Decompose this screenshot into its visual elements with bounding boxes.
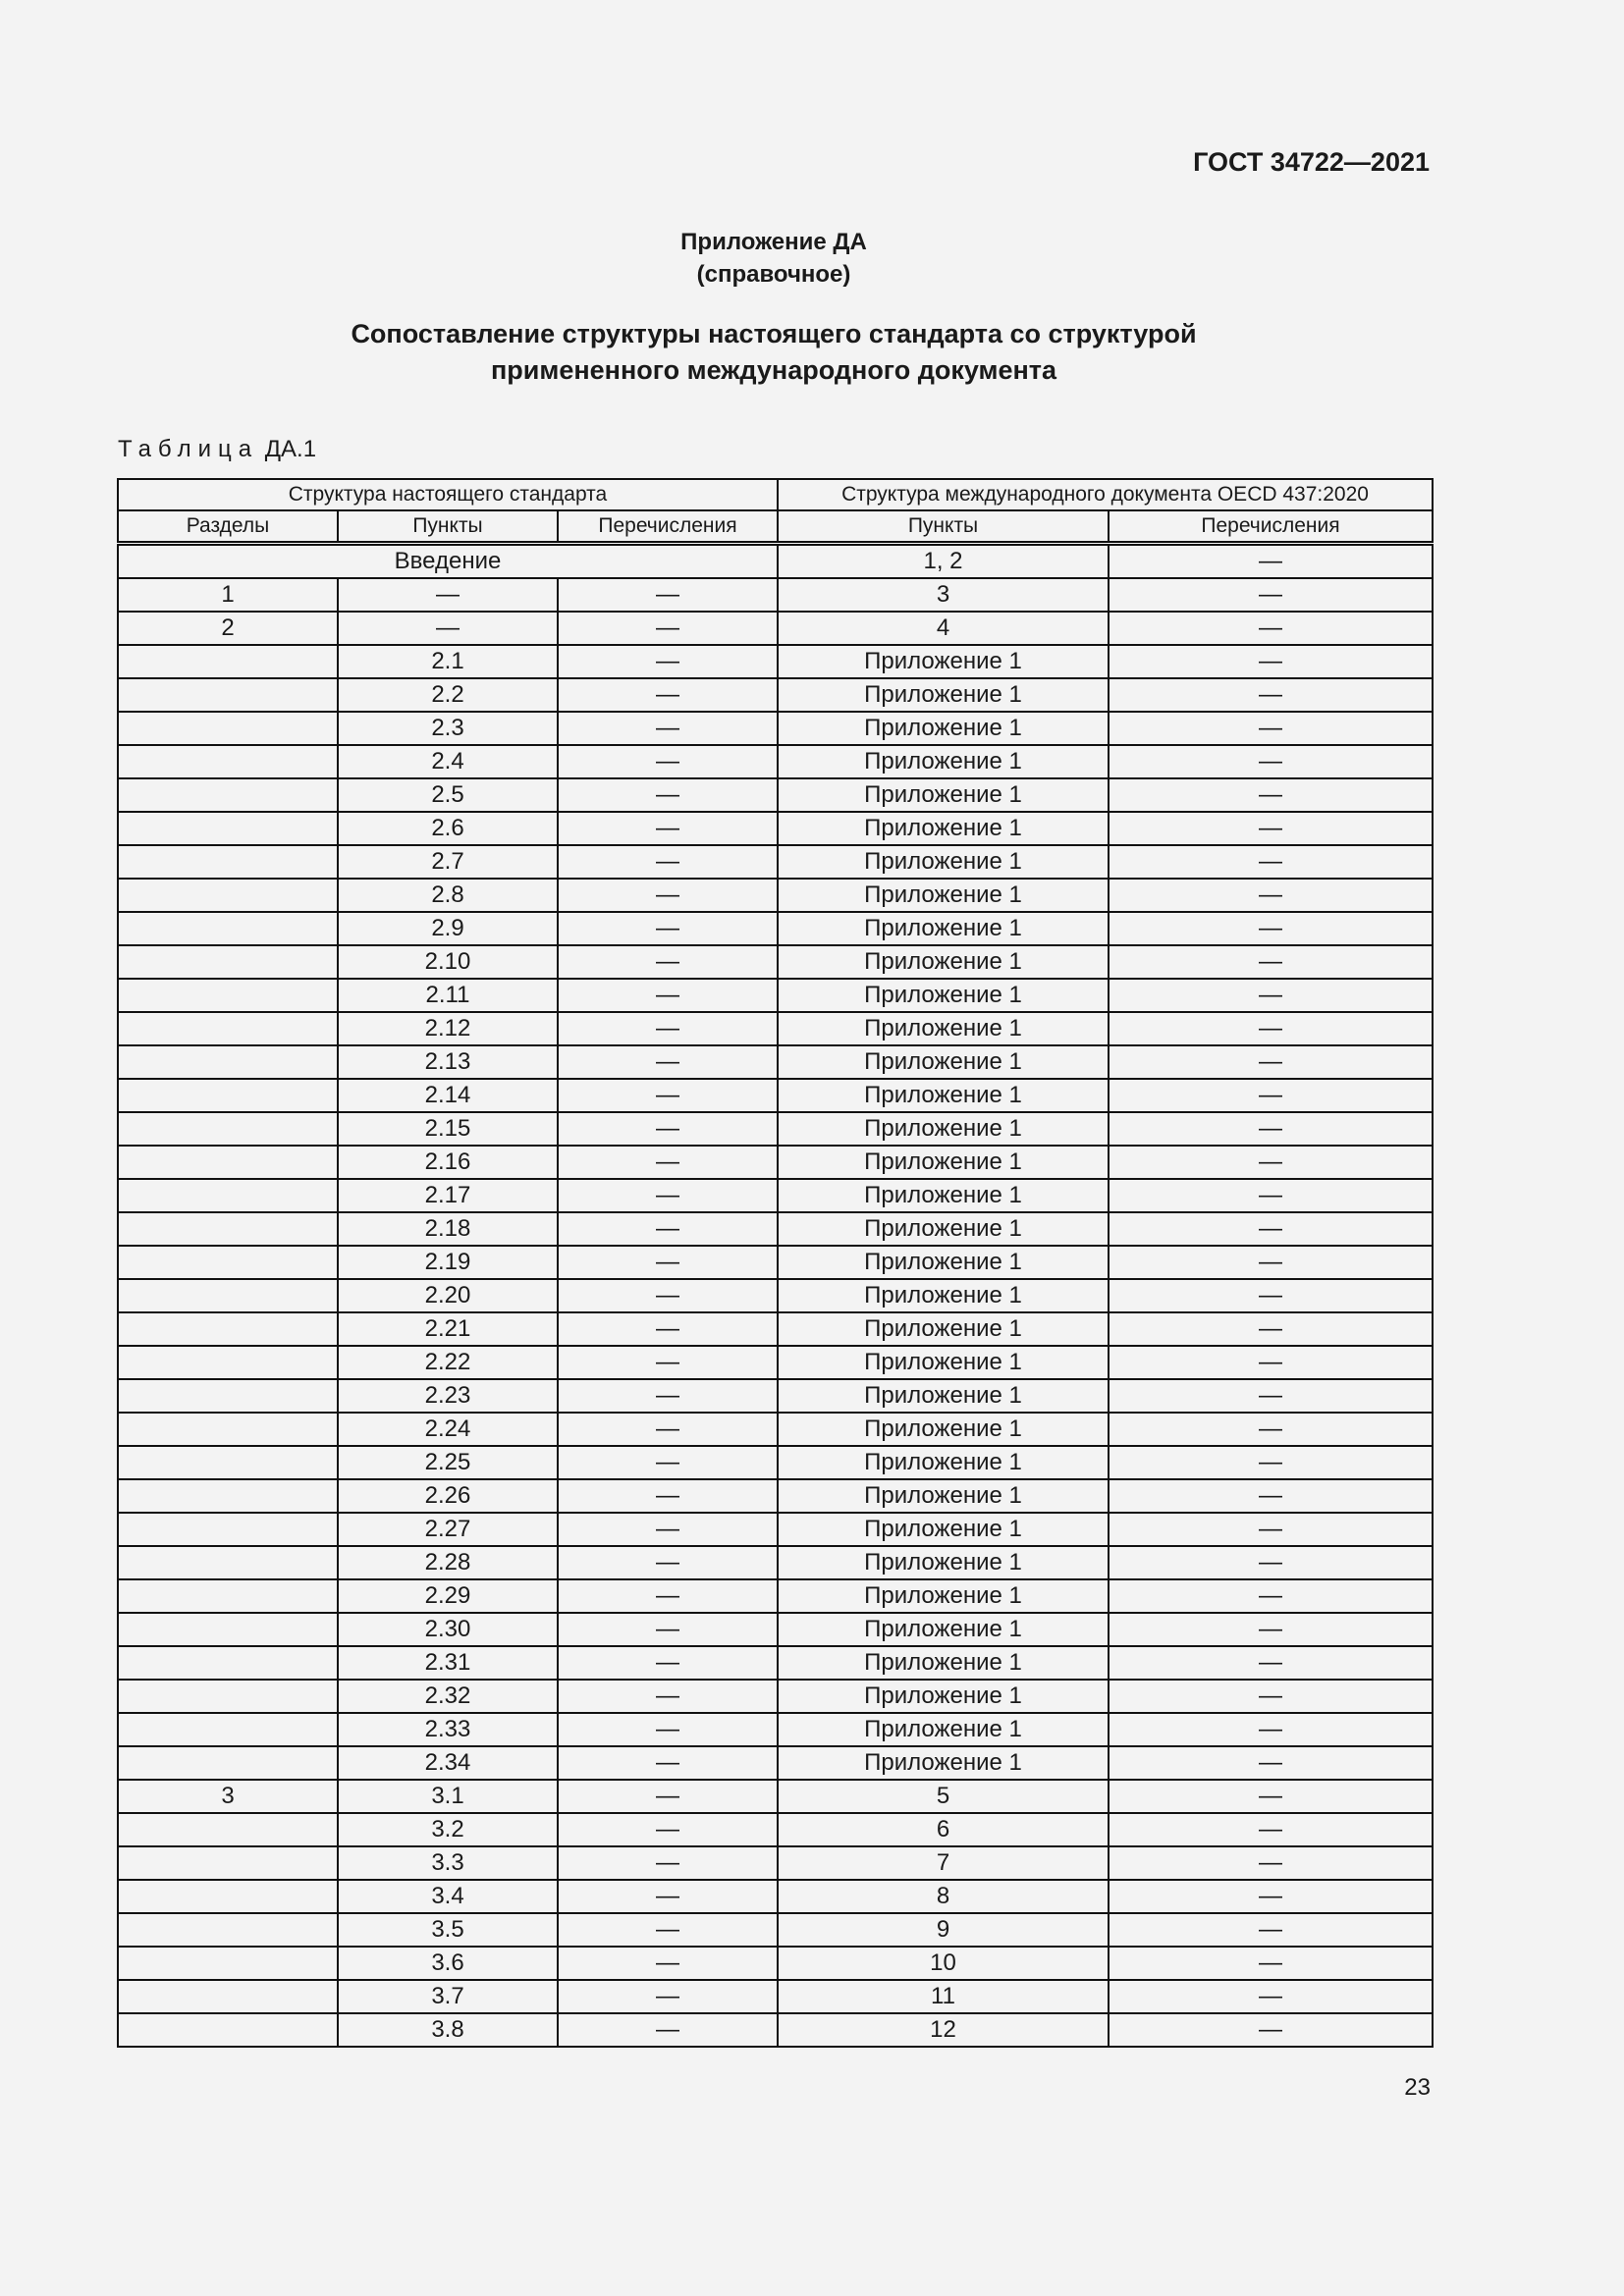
table-cell: — — [1109, 1513, 1433, 1546]
table-cell: Приложение 1 — [778, 812, 1109, 845]
table-caption — [118, 436, 316, 463]
table-cell: — — [558, 845, 778, 879]
table-cell: — — [558, 1613, 778, 1646]
table-cell: — — [1109, 1045, 1433, 1079]
table-row — [118, 1713, 1433, 1746]
table-cell — [118, 1279, 338, 1312]
table-cell: 2.11 — [338, 979, 558, 1012]
table-cell: — — [558, 1079, 778, 1112]
table-row — [118, 1846, 1433, 1880]
table-cell: 3.2 — [338, 1813, 558, 1846]
table-cell: — — [1109, 1913, 1433, 1947]
table-cell: — — [1109, 578, 1433, 612]
table-cell: 3.4 — [338, 1880, 558, 1913]
table-cell: 2.28 — [338, 1546, 558, 1579]
table-row — [118, 1045, 1433, 1079]
table-cell: — — [558, 578, 778, 612]
table-cell: — — [558, 712, 778, 745]
table-row — [118, 1746, 1433, 1780]
table-cell: 2.14 — [338, 1079, 558, 1112]
table-cell: — — [338, 612, 558, 645]
table-cell: — — [558, 612, 778, 645]
table-cell: — — [338, 578, 558, 612]
table-cell: — — [1109, 1613, 1433, 1646]
table-cell: 3.5 — [338, 1913, 558, 1947]
table-cell — [118, 1079, 338, 1112]
table-cell: 2.30 — [338, 1613, 558, 1646]
table-row — [118, 778, 1433, 812]
table-cell — [118, 1880, 338, 1913]
title-line-2: примененного международного документа — [490, 355, 1057, 385]
table-cell: — — [1109, 1112, 1433, 1146]
table-cell: Приложение 1 — [778, 1546, 1109, 1579]
table-cell: 3.8 — [338, 2013, 558, 2047]
table-cell: 5 — [778, 1780, 1109, 1813]
table-cell — [118, 1479, 338, 1513]
table-cell: — — [558, 1179, 778, 1212]
table-cell — [118, 1980, 338, 2013]
column-header-row — [118, 510, 1433, 544]
table-cell: — — [1109, 912, 1433, 945]
table-cell — [118, 1112, 338, 1146]
table-cell: — — [558, 1246, 778, 1279]
table-cell: Приложение 1 — [778, 1680, 1109, 1713]
table-cell — [118, 1646, 338, 1680]
table-cell: 2.6 — [338, 812, 558, 845]
document-title — [0, 316, 1547, 389]
table-cell: Приложение 1 — [778, 979, 1109, 1012]
table-cell: Приложение 1 — [778, 1079, 1109, 1112]
table-cell: 8 — [778, 1880, 1109, 1913]
table-cell: — — [558, 678, 778, 712]
table-cell: — — [1109, 712, 1433, 745]
table-cell: — — [1109, 1479, 1433, 1513]
table-cell — [118, 945, 338, 979]
table-cell: — — [558, 1746, 778, 1780]
table-cell: — — [558, 1980, 778, 2013]
table-cell: 2.17 — [338, 1179, 558, 1212]
table-cell: Приложение 1 — [778, 1246, 1109, 1279]
table-cell: Приложение 1 — [778, 1312, 1109, 1346]
table-row — [118, 1413, 1433, 1446]
table-row — [118, 1913, 1433, 1947]
table-cell: — — [558, 979, 778, 1012]
annex-heading — [0, 226, 1547, 291]
table-cell — [118, 2013, 338, 2047]
table-row — [118, 1980, 1433, 2013]
table-cell — [118, 1146, 338, 1179]
table-cell: 2.15 — [338, 1112, 558, 1146]
table-cell: — — [558, 1579, 778, 1613]
table-cell: 2.12 — [338, 1012, 558, 1045]
table-row — [118, 1246, 1433, 1279]
table-cell: 2.24 — [338, 1413, 558, 1446]
table-cell: 11 — [778, 1980, 1109, 2013]
table-cell — [118, 678, 338, 712]
table-cell: 2.5 — [338, 778, 558, 812]
table-cell — [118, 1312, 338, 1346]
table-cell: Приложение 1 — [778, 1413, 1109, 1446]
table-cell: — — [1109, 1546, 1433, 1579]
table-cell — [118, 1446, 338, 1479]
table-cell: 2.34 — [338, 1746, 558, 1780]
table-cell: 2.2 — [338, 678, 558, 712]
table-cell: 3 — [118, 1780, 338, 1813]
table-cell: 2.20 — [338, 1279, 558, 1312]
table-cell: — — [558, 1413, 778, 1446]
table-cell: — — [558, 1312, 778, 1346]
table-cell: — — [1109, 1846, 1433, 1880]
table-row — [118, 578, 1433, 612]
table-row — [118, 1780, 1433, 1813]
intro-cell: Введение — [118, 544, 778, 579]
table-row — [118, 1680, 1433, 1713]
table-cell: 2.9 — [338, 912, 558, 945]
table-cell — [118, 1045, 338, 1079]
table-cell — [118, 1613, 338, 1646]
table-row — [118, 1146, 1433, 1179]
table-cell: — — [558, 879, 778, 912]
table-row — [118, 1179, 1433, 1212]
table-cell: — — [558, 812, 778, 845]
table-row — [118, 1112, 1433, 1146]
table-cell: 2.32 — [338, 1680, 558, 1713]
table-row — [118, 1212, 1433, 1246]
table-cell: Приложение 1 — [778, 1613, 1109, 1646]
table-row — [118, 979, 1433, 1012]
title-line-1: Сопоставление структуры настоящего стандарта со структурой — [351, 319, 1197, 348]
table-cell — [118, 1813, 338, 1846]
table-cell: — — [558, 1479, 778, 1513]
table-row — [118, 845, 1433, 879]
table-cell: — — [1109, 2013, 1433, 2047]
table-cell — [118, 1680, 338, 1713]
table-cell: — — [1109, 1713, 1433, 1746]
table-cell: — — [558, 1112, 778, 1146]
table-row — [118, 1546, 1433, 1579]
table-cell: — — [558, 1813, 778, 1846]
table-cell — [118, 1846, 338, 1880]
table-cell: — — [1109, 1880, 1433, 1913]
table-cell: — — [558, 912, 778, 945]
column-header: Перечисления — [1109, 510, 1433, 544]
table-row — [118, 912, 1433, 945]
table-cell: Приложение 1 — [778, 1579, 1109, 1613]
table-cell: Приложение 1 — [778, 1513, 1109, 1546]
table-cell: — — [558, 1646, 778, 1680]
table-cell: 3.3 — [338, 1846, 558, 1880]
table-cell — [118, 1713, 338, 1746]
table-cell: 2.29 — [338, 1579, 558, 1613]
table-row — [118, 1947, 1433, 1980]
table-cell: — — [558, 778, 778, 812]
table-cell: — — [1109, 845, 1433, 879]
table-caption-label: Таблица — [118, 436, 259, 462]
table-row — [118, 612, 1433, 645]
table-cell: Приложение 1 — [778, 912, 1109, 945]
intro-row — [118, 544, 1433, 579]
table-cell — [118, 845, 338, 879]
table-cell: 3.6 — [338, 1947, 558, 1980]
table-cell: 12 — [778, 2013, 1109, 2047]
table-cell: — — [558, 1379, 778, 1413]
table-cell: — — [1109, 745, 1433, 778]
table-cell: — — [558, 1212, 778, 1246]
table-row — [118, 812, 1433, 845]
table-cell: — — [558, 1947, 778, 1980]
table-cell: 2.25 — [338, 1446, 558, 1479]
table-cell: 10 — [778, 1947, 1109, 1980]
table-cell: — — [558, 1346, 778, 1379]
table-cell: 9 — [778, 1913, 1109, 1947]
table-cell: Приложение 1 — [778, 778, 1109, 812]
table-cell: 2.16 — [338, 1146, 558, 1179]
table-row — [118, 879, 1433, 912]
table-cell: — — [1109, 979, 1433, 1012]
table-cell: Приложение 1 — [778, 745, 1109, 778]
column-header: Пункты — [338, 510, 558, 544]
group-header-standard: Структура настоящего стандарта — [118, 479, 778, 510]
table-cell: Приложение 1 — [778, 1179, 1109, 1212]
table-cell: — — [558, 1713, 778, 1746]
table-caption-number: ДА.1 — [264, 436, 317, 462]
table-cell: — — [1109, 812, 1433, 845]
table-cell: — — [558, 1546, 778, 1579]
table-cell: 3 — [778, 578, 1109, 612]
table-cell: 2.26 — [338, 1479, 558, 1513]
table-cell: 2.8 — [338, 879, 558, 912]
table-cell: — — [1109, 612, 1433, 645]
table-cell: 1 — [118, 578, 338, 612]
table-cell: Приложение 1 — [778, 1212, 1109, 1246]
table-row — [118, 1012, 1433, 1045]
intro-intl-enum: — — [1109, 544, 1433, 579]
table-cell — [118, 1346, 338, 1379]
table-cell: — — [1109, 945, 1433, 979]
table-cell — [118, 1413, 338, 1446]
table-cell: Приложение 1 — [778, 712, 1109, 745]
annex-subtitle: (справочное) — [696, 261, 851, 288]
table-cell: — — [1109, 1279, 1433, 1312]
table-cell: — — [1109, 1246, 1433, 1279]
table-cell: — — [1109, 1813, 1433, 1846]
table-cell: — — [558, 1880, 778, 1913]
table-cell: — — [1109, 1212, 1433, 1246]
table-cell: Приложение 1 — [778, 1012, 1109, 1045]
table-cell: 4 — [778, 612, 1109, 645]
table-cell: 2.31 — [338, 1646, 558, 1680]
table-cell: — — [558, 645, 778, 678]
table-cell: 3.7 — [338, 1980, 558, 2013]
table-row — [118, 712, 1433, 745]
table-cell: 2.22 — [338, 1346, 558, 1379]
table-cell: 7 — [778, 1846, 1109, 1880]
table-cell: 2.27 — [338, 1513, 558, 1546]
table-cell — [118, 812, 338, 845]
table-cell: — — [558, 1846, 778, 1880]
table-cell: — — [558, 1513, 778, 1546]
table-cell: — — [558, 1012, 778, 1045]
table-cell: — — [558, 1780, 778, 1813]
table-cell: 2.7 — [338, 845, 558, 879]
table-cell: — — [1109, 1980, 1433, 2013]
table-cell: 2.4 — [338, 745, 558, 778]
table-row — [118, 1513, 1433, 1546]
table-cell: 2.1 — [338, 645, 558, 678]
table-cell — [118, 1546, 338, 1579]
table-cell: 2.13 — [338, 1045, 558, 1079]
intro-intl-items: 1, 2 — [778, 544, 1109, 579]
table-cell — [118, 1012, 338, 1045]
table-cell: Приложение 1 — [778, 1112, 1109, 1146]
table-cell: — — [558, 1279, 778, 1312]
table-cell: Приложение 1 — [778, 1146, 1109, 1179]
page-number: 23 — [1404, 2074, 1431, 2101]
table-row — [118, 1312, 1433, 1346]
table-row — [118, 1646, 1433, 1680]
table-cell — [118, 1746, 338, 1780]
table-cell: — — [1109, 678, 1433, 712]
table-cell: 2.33 — [338, 1713, 558, 1746]
table-row — [118, 1379, 1433, 1413]
table-cell: 2.18 — [338, 1212, 558, 1246]
table-cell: 2.23 — [338, 1379, 558, 1413]
table-cell: — — [1109, 1413, 1433, 1446]
table-cell: — — [1109, 879, 1433, 912]
table-cell: 2.3 — [338, 712, 558, 745]
table-cell: — — [1109, 645, 1433, 678]
table-cell: — — [1109, 1346, 1433, 1379]
table-row — [118, 1446, 1433, 1479]
table-cell: — — [1109, 1947, 1433, 1980]
table-cell: — — [558, 1446, 778, 1479]
table-cell — [118, 712, 338, 745]
comparison-table — [117, 478, 1434, 2048]
table-cell: — — [1109, 1179, 1433, 1212]
table-cell: — — [1109, 1746, 1433, 1780]
group-header-international: Структура международного документа OECD 437:2020 — [778, 479, 1433, 510]
table-cell — [118, 912, 338, 945]
column-header: Разделы — [118, 510, 338, 544]
table-row — [118, 1346, 1433, 1379]
table-cell: — — [558, 2013, 778, 2047]
table-cell: Приложение 1 — [778, 1713, 1109, 1746]
column-header: Пункты — [778, 510, 1109, 544]
table-cell: — — [1109, 1446, 1433, 1479]
table-cell: Приложение 1 — [778, 1379, 1109, 1413]
table-cell: — — [1109, 1012, 1433, 1045]
table-cell — [118, 1179, 338, 1212]
table-cell: — — [1109, 1079, 1433, 1112]
table-cell: — — [558, 1045, 778, 1079]
table-cell: Приложение 1 — [778, 945, 1109, 979]
table-cell: Приложение 1 — [778, 1346, 1109, 1379]
table-cell: 2.21 — [338, 1312, 558, 1346]
table-cell: — — [558, 1146, 778, 1179]
table-cell — [118, 1513, 338, 1546]
table-cell: 6 — [778, 1813, 1109, 1846]
table-cell — [118, 778, 338, 812]
table-cell: — — [1109, 1646, 1433, 1680]
table-cell — [118, 1379, 338, 1413]
table-cell: Приложение 1 — [778, 1646, 1109, 1680]
table-cell: — — [1109, 1579, 1433, 1613]
table-cell — [118, 1212, 338, 1246]
table-cell: Приложение 1 — [778, 1045, 1109, 1079]
table-cell: — — [1109, 1379, 1433, 1413]
table-cell: Приложение 1 — [778, 879, 1109, 912]
table-cell: — — [1109, 1146, 1433, 1179]
table-cell — [118, 1246, 338, 1279]
table-cell: 2.10 — [338, 945, 558, 979]
table-row — [118, 1813, 1433, 1846]
table-row — [118, 1279, 1433, 1312]
table-row — [118, 678, 1433, 712]
table-row — [118, 945, 1433, 979]
table-cell — [118, 879, 338, 912]
table-cell: — — [558, 1680, 778, 1713]
table-cell: 3.1 — [338, 1780, 558, 1813]
table-row — [118, 1613, 1433, 1646]
table-cell: Приложение 1 — [778, 645, 1109, 678]
table-row — [118, 1880, 1433, 1913]
table-cell: — — [1109, 1780, 1433, 1813]
gost-number: ГОСТ 34722—2021 — [1193, 147, 1430, 177]
table-cell — [118, 1579, 338, 1613]
table-cell — [118, 1947, 338, 1980]
table-cell: Приложение 1 — [778, 845, 1109, 879]
table-cell: Приложение 1 — [778, 1479, 1109, 1513]
table-cell: — — [558, 945, 778, 979]
table-cell: — — [558, 745, 778, 778]
table-cell: 2.19 — [338, 1246, 558, 1279]
table-cell: Приложение 1 — [778, 1746, 1109, 1780]
column-header: Перечисления — [558, 510, 778, 544]
table-cell: — — [558, 1913, 778, 1947]
table-row — [118, 745, 1433, 778]
table-cell — [118, 979, 338, 1012]
table-cell — [118, 745, 338, 778]
table-cell: — — [1109, 1680, 1433, 1713]
table-row — [118, 1479, 1433, 1513]
group-header-row — [118, 479, 1433, 510]
table-cell: — — [1109, 1312, 1433, 1346]
table-cell: Приложение 1 — [778, 678, 1109, 712]
table-cell: — — [1109, 778, 1433, 812]
table-cell — [118, 645, 338, 678]
table-cell: 2 — [118, 612, 338, 645]
table-row — [118, 1579, 1433, 1613]
table-cell: Приложение 1 — [778, 1279, 1109, 1312]
table-row — [118, 2013, 1433, 2047]
annex-title: Приложение ДА — [680, 229, 867, 255]
table-cell — [118, 1913, 338, 1947]
table-row — [118, 645, 1433, 678]
table-cell: Приложение 1 — [778, 1446, 1109, 1479]
table-row — [118, 1079, 1433, 1112]
